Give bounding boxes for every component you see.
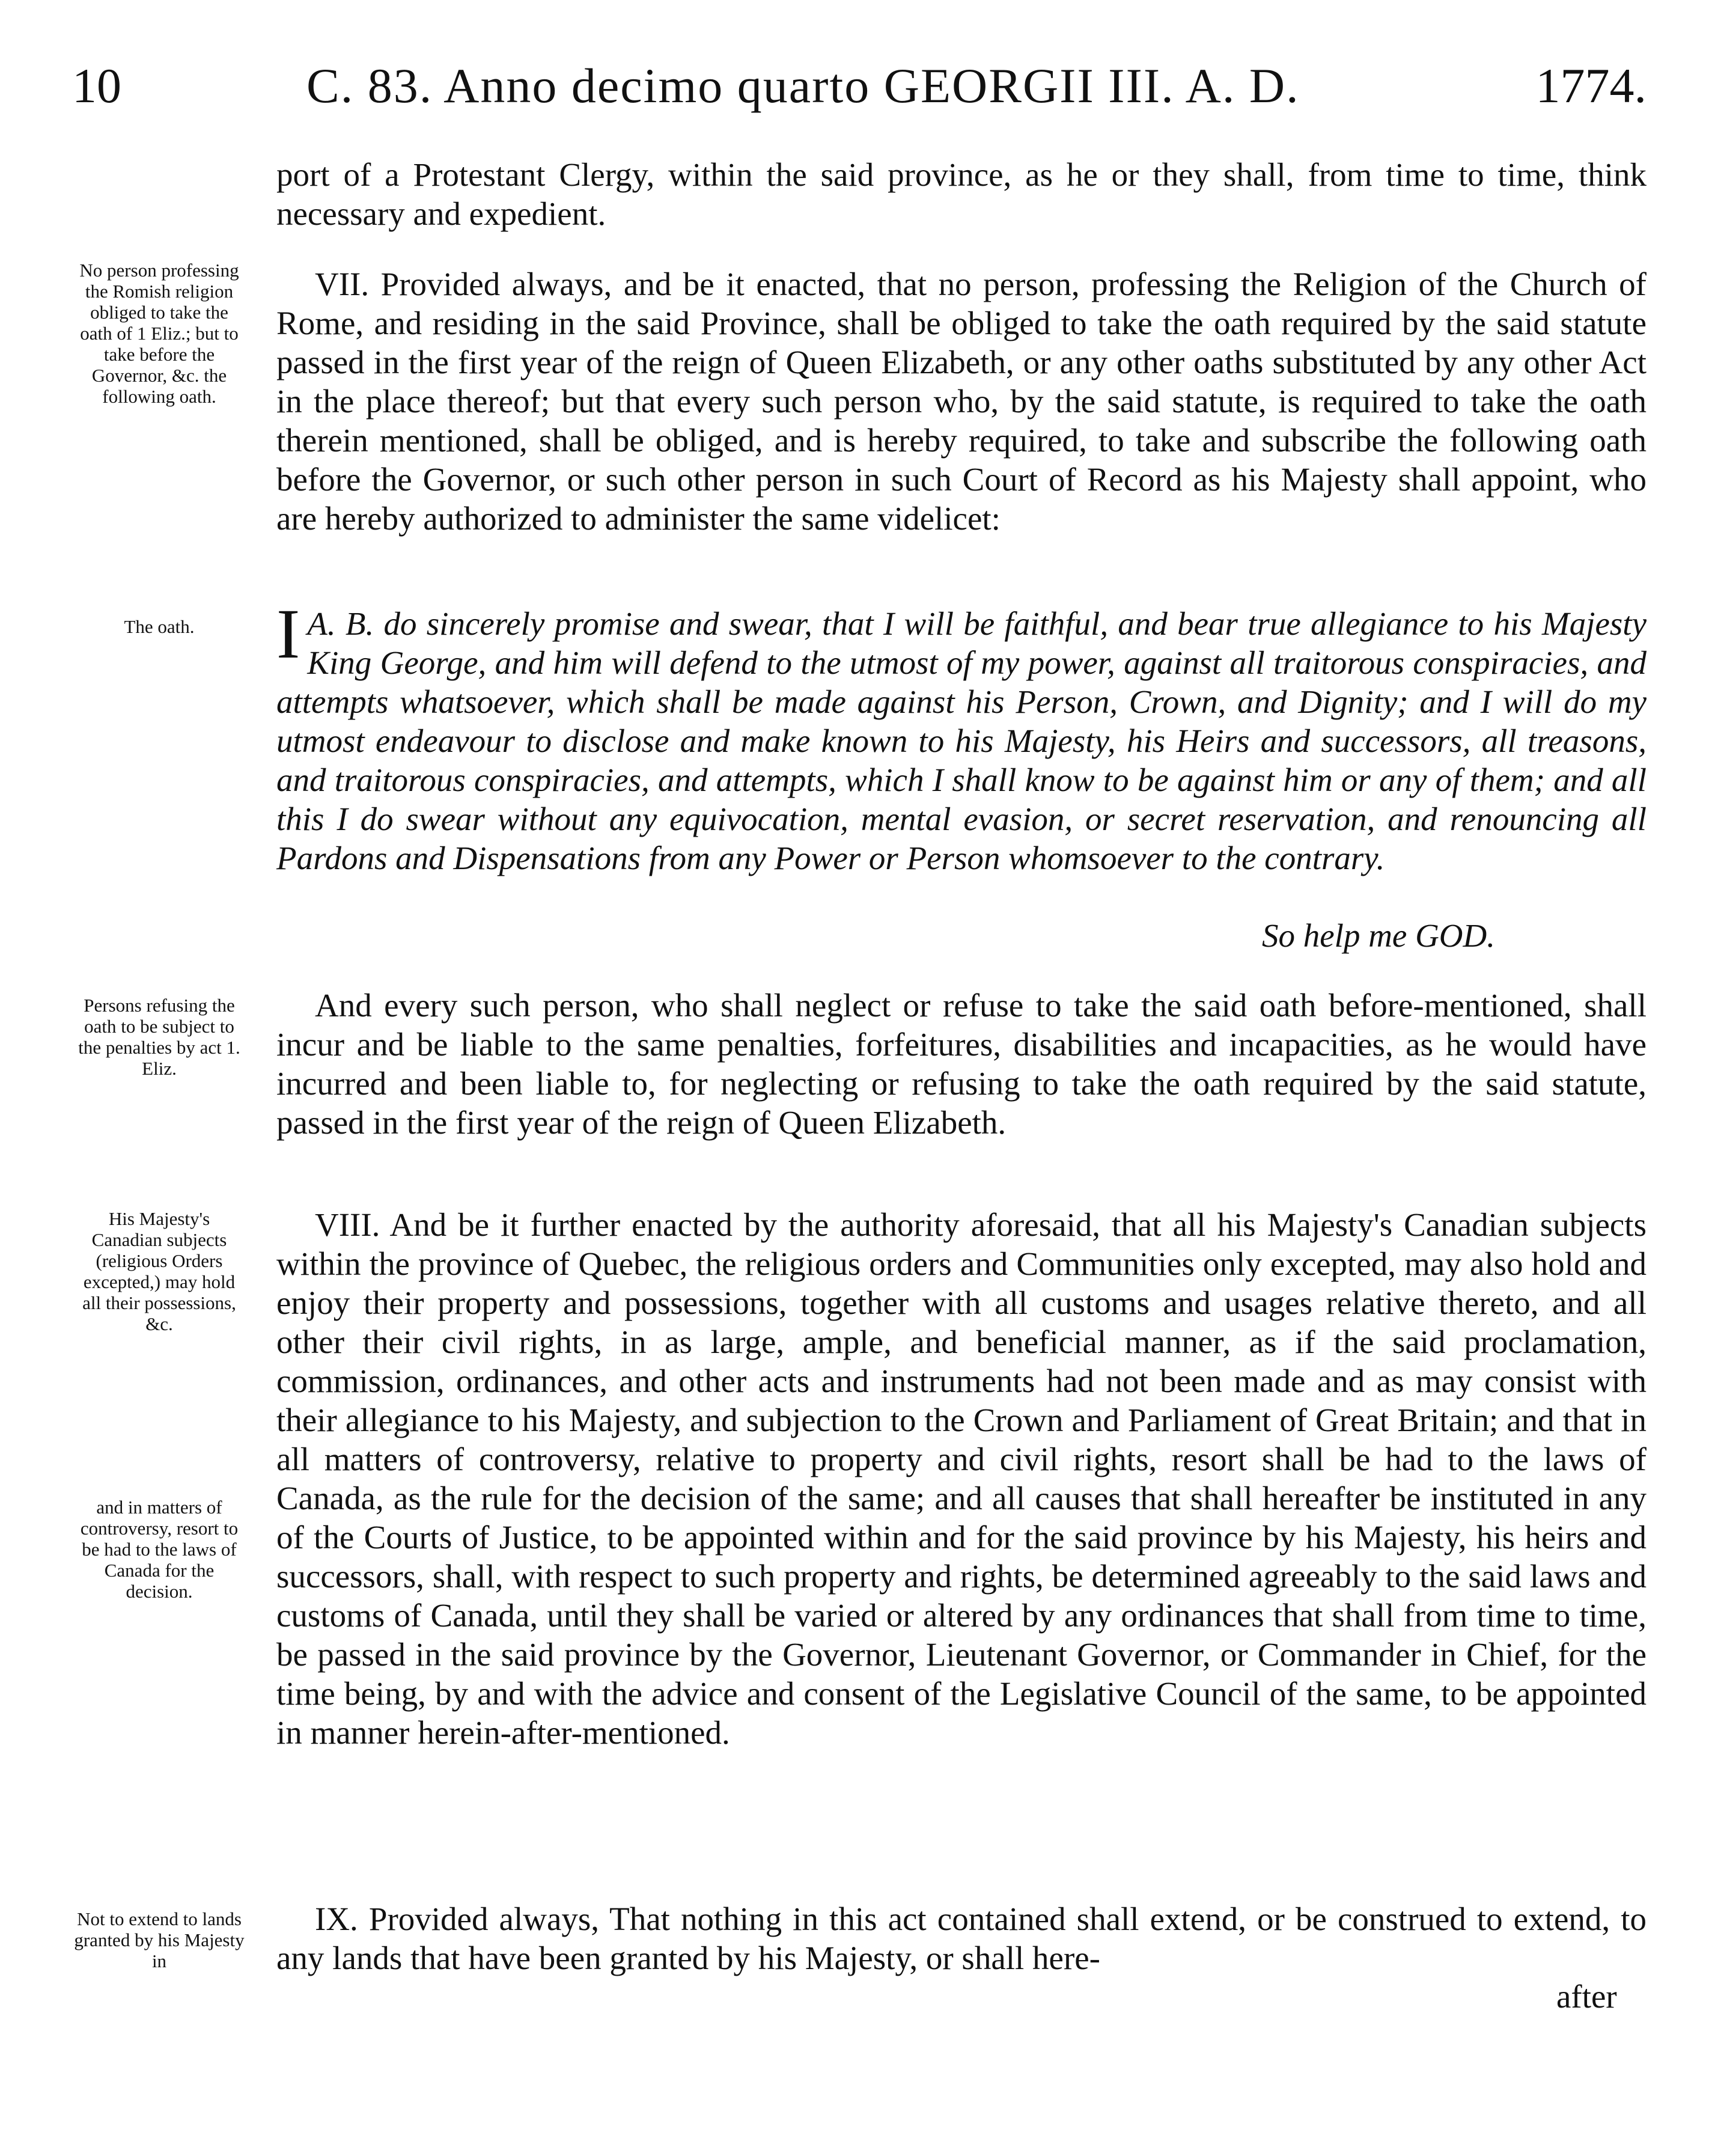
oath-drop-cap: I	[276, 594, 300, 673]
page-number: 10	[72, 58, 121, 113]
section-viii-paragraph: VIII. And be it further enacted by the authority aforesaid, that all his Majesty's Canadian subjects within the province of Quebec, the religious orders and Communities only excepted, may also hold and enjoy their property and possessions, together with all customs and usages relative thereto, and all other their civil rights, in as large, ample, and beneficial manner, as if the said proclamation, commission, ordinances, and other acts and instruments had not been made and as may consist with their allegiance to his Majesty, and subjection to the Crown and Parliament of Great Britain; and that in all matters of controversy, relative to property and civil rights, resort shall be had to the laws of Canada, as the rule for the decision of the same; and all causes that shall hereafter be instituted in any of the Courts of Justice, to be appointed within and for the said province by his Majesty, his heirs and successors, shall, with respect to such property and rights, be determined agreeably to the said laws and customs of Canada, until they shall be varied or altered by any ordinances that shall from time to time, be passed in the said province by the Governor, Lieutenant Governor, or Commander in Chief, for the time being, by and with the advice and consent of the Legislative Council of the same, to be appointed in manner herein-after-mentioned.	[276, 1206, 1647, 1751]
catchword: after	[1556, 1978, 1617, 2015]
continuation-paragraph: port of a Protestant Clergy, within the said province, as he or they shall, from time to time, think necessary and expedient.	[276, 156, 1647, 232]
page-header	[72, 58, 1647, 130]
margin-note-section-viii-a: His Majesty's Canadian subjects (religious Orders excepted,) may hold all their possessions, &c.	[82, 1208, 236, 1334]
oath-paragraph: I A. B. do sincerely promise and swear, that I will be faithful, and bear true allegiance to his Majesty King George, and him will defend to the utmost of my power, against all traitorous conspiracies, and attempts whatsoever, which shall be made against his Person, Crown, and Dignity; and I will do my utmost endeavour to disclose and make known to his Majesty, his Heirs and successors, all treasons, and traitorous conspiracies, and attempts, which I shall know to be against him or any of them; and all this I do swear without any equivocation, mental evasion, or secret reservation, and renouncing all Pardons and Dispensations from any Power or Person whomsoever to the contrary.	[276, 594, 1647, 876]
section-ix-paragraph: IX. Provided always, That nothing in this act contained shall extend, or be construed to extend, to any lands that have been granted by his Majesty, or shall here-	[276, 1901, 1647, 1976]
margin-note-section-viii-b: and in matters of controversy, resort to be had to the laws of Canada for the decision.	[80, 1497, 239, 1602]
oath-signoff: So help me GOD.	[1262, 917, 1495, 954]
margin-note-penalty: Persons refusing the oath to be subject to the penalties by act 1. Eliz.	[78, 995, 240, 1079]
margin-note-section-ix: Not to extend to lands granted by his Majesty in	[74, 1908, 245, 1971]
margin-note-oath: The oath.	[124, 616, 195, 637]
section-vii-paragraph: VII. Provided always, and be it enacted, that no person, professing the Religion of the Church of Rome, and residing in the said Province, shall be obliged to take the oath required by the said statute passed in the first year of the reign of Queen Elizabeth, or any other oaths substituted by any other Act in the place thereof; but that every such person who, by the said statute, is required to take the oath therein mentioned, shall be obliged, and is hereby required, to take and subscribe the following oath before the Governor, or such other person in such Court of Record as his Majesty shall appoint, who are hereby authorized to administer the same videlicet:	[276, 266, 1647, 537]
margin-note-section-vii: No person professing the Romish religion obliged to take the oath of 1 Eliz.; but to take before the Governor, &c. the following oath.	[79, 260, 239, 407]
penalty-paragraph: And every such person, who shall neglect or refuse to take the said oath before-mentioned, shall incur and be liable to the same penalties, forfeitures, disabilities and incapacities, as he would have incurred and been liable to, for neglecting or refusing to take the oath required by the said statute, passed in the first year of the reign of Queen Elizabeth.	[276, 987, 1647, 1141]
running-title: C. 83. Anno decimo quarto GEORGII III. A. D.	[306, 58, 1300, 113]
header-year: 1774.	[1535, 58, 1647, 113]
